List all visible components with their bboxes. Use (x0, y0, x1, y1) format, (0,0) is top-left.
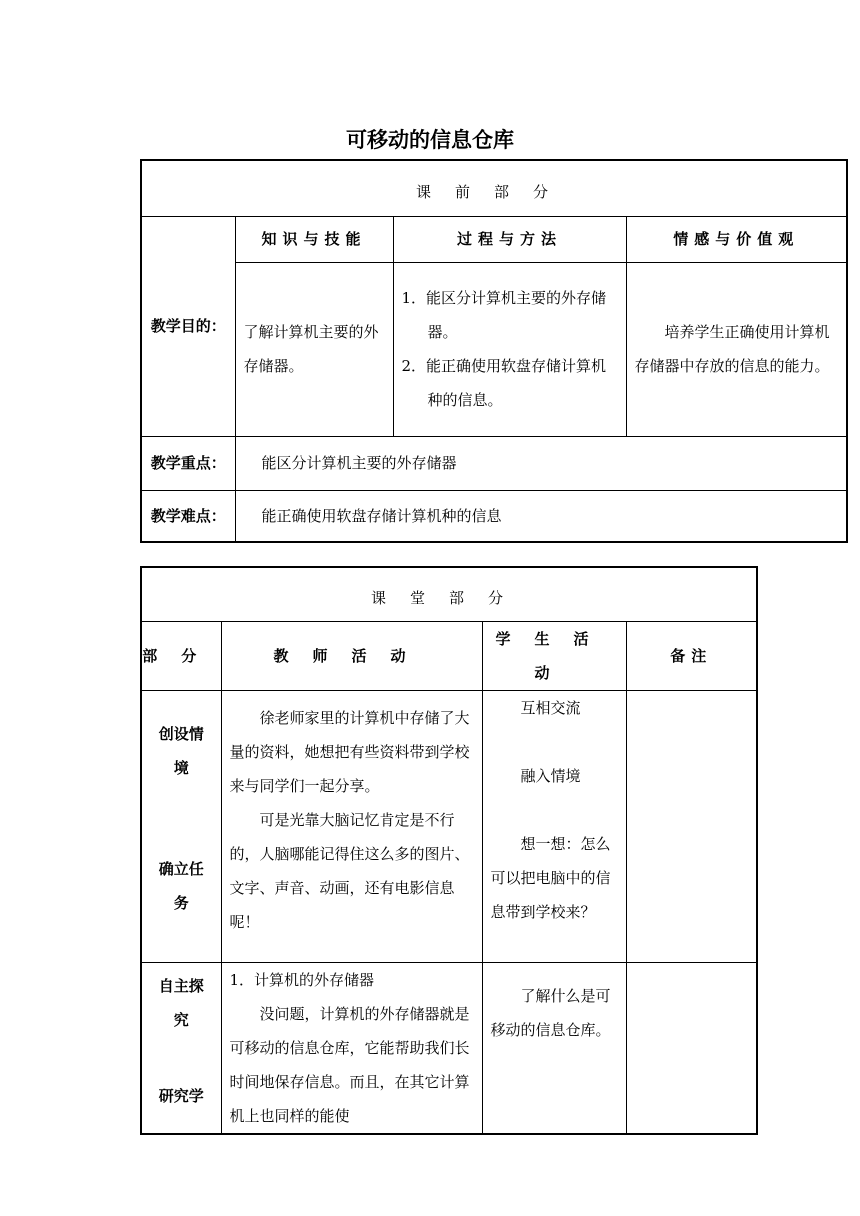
pre-class-table (140, 159, 848, 543)
student-row1-2: 融入情境 (520, 766, 581, 785)
teacher-row1-p1: 徐老师家里的计算机中存储了大量的资料，她想把有些资料带到学校来与同学们一起分享。 (229, 708, 470, 795)
knowledge-text: 了解计算机主要的外存储器。 (235, 262, 393, 436)
col-process: 过程与方法 (393, 216, 626, 262)
focus-text: 能区分计算机主要的外存储器 (235, 436, 847, 490)
page-title: 可移动的信息仓库 (346, 128, 514, 152)
in-class-table (140, 566, 758, 1135)
difficulty-text: 能正确使用软盘存储计算机种的信息 (235, 490, 847, 542)
process-item-1: 1．能区分计算机主要的外存储器。 (401, 289, 607, 341)
teacher-row1-p2: 可是光靠大脑记忆肯定是不行的，人脑哪能记得住这么多的图片、文字、声音、动画，还有电影信息呢！ (229, 810, 470, 931)
col-emotion: 情感与价值观 (626, 216, 847, 262)
student-row2-1: 了解什么是可移动的信息仓库。 (482, 962, 626, 1134)
col-part: 部分 (141, 621, 221, 690)
teacher-row2-heading: 1．计算机的外存储器 (229, 970, 375, 989)
col-student: 学生活动 (482, 621, 626, 690)
emotion-text: 培养学生正确使用计算机存储器中存放的信息的能力。 (626, 262, 847, 436)
student-row1-3: 想一想：怎么可以把电脑中的信息带到学校来？ (490, 834, 611, 921)
teacher-row2-p1: 没问题，计算机的外存储器就是可移动的信息仓库，它能帮助我们长时间地保存信息。而且，在其它计算机上也同样的能使 (229, 1004, 470, 1125)
part-set-task: 确立任务 (158, 860, 204, 912)
part-research: 研究学 (158, 1086, 204, 1105)
part-self-explore: 自主探究 (158, 976, 204, 1029)
difficulty-label: 教学难点： (141, 490, 235, 542)
goal-label: 教学目的： (141, 216, 235, 436)
pre-section-header: 课前部分 (141, 160, 847, 216)
col-note: 备注 (626, 621, 757, 690)
col-teacher: 教师活动 (221, 621, 482, 690)
class-section-header: 课堂部分 (141, 567, 757, 621)
note-row1 (626, 690, 757, 962)
part-create-situation: 创设情境 (158, 725, 204, 777)
focus-label: 教学重点： (141, 436, 235, 490)
process-item-2: 2．能正确使用软盘存储计算机种的信息。 (401, 357, 607, 409)
note-row2 (626, 962, 757, 1134)
col-knowledge: 知识与技能 (235, 216, 393, 262)
student-row1-1: 互相交流 (520, 698, 581, 717)
